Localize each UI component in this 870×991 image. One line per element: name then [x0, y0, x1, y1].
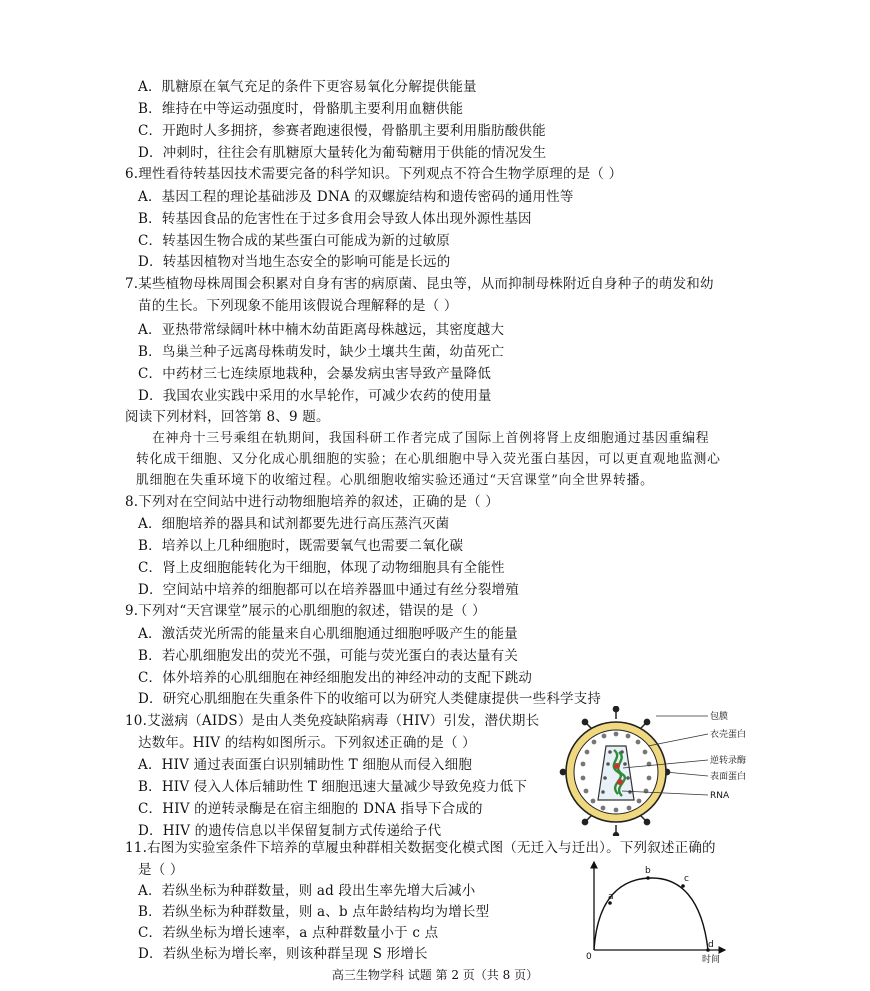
label-rna: RNA [710, 791, 730, 801]
label-b: b [645, 866, 651, 876]
q5-option-a: A．肌糖原在氧气充足的条件下更容易氧化分解提供能量 [138, 79, 477, 95]
label-time: 时间 [702, 955, 721, 964]
q9-option-c: C．体外培养的心肌细胞在神经细胞发出的神经冲动的支配下跳动 [138, 670, 533, 686]
q10-stem-line1: 10.艾滋病（AIDS）是由人类免疫缺陷病毒（HIV）引发，潜伏期长 [125, 713, 540, 729]
page-footer: 高三生物学科 试题 第 2 页（共 8 页） [331, 968, 539, 982]
q10-option-a: A．HIV 通过表面蛋白识别辅助性 T 细胞从而侵入细胞 [138, 757, 473, 773]
hiv-structure-figure [548, 706, 768, 836]
q10-option-b: B．HIV 侵入人体后辅助性 T 细胞迅速大量减少导致免疫力低下 [138, 779, 528, 795]
q11-option-a: A．若纵坐标为种群数量，则 ad 段出生率先增大后减小 [138, 883, 476, 899]
material-line2: 转化成干细胞、又分化成心肌细胞的实验；在心肌细胞中导入荧光蛋白基因，可以更直观地监测心 [136, 452, 721, 467]
q11-option-c: C．若纵坐标为增长速率，a 点种群数量小于 c 点 [138, 925, 439, 941]
q11-option-b: B．若纵坐标为种群数量，则 a、b 点年龄结构均为增长型 [138, 904, 490, 920]
q7-option-a: A．亚热带常绿阔叶林中楠木幼苗距离母株越远，其密度越大 [138, 322, 505, 338]
q8-option-b: B．培养以上几种细胞时，既需要氧气也需要二氧化碳 [138, 538, 464, 554]
q11-stem-line2: 是（ ） [138, 862, 184, 878]
hiv-reverse-transcriptase [614, 763, 620, 769]
q11-stem-line1: 11.右图为实验室条件下培养的草履虫种群相关数据变化模式图（无迁入与迁出）。下列叙述正确的 [125, 840, 716, 856]
q6-option-c: C．转基因生物合成的某些蛋白可能成为新的过敏原 [138, 233, 450, 249]
q7-option-c: C．中药材三七连续原地栽种，会暴发病虫害导致产量降低 [138, 366, 492, 382]
label-d: d [708, 940, 714, 950]
graph-curve [594, 878, 708, 950]
q7-stem-line1: 7.某些植物母株周围会积累对自身有害的病原菌、昆虫等，从而抑制母株附近自身种子的萌发和幼 [125, 276, 714, 292]
point-c [681, 884, 685, 888]
q9-option-b: B．若心肌细胞发出的荧光不强，可能与荧光蛋白的表达量有关 [138, 648, 519, 664]
q7-option-b: B．鸟巢兰种子远离母株萌发时，缺少土壤共生菌，幼苗死亡 [138, 344, 505, 360]
label-capsid-protein: 衣壳蛋白 [710, 730, 747, 740]
q9-stem: 9.下列对“天宫课堂”展示的心肌细胞的叙述，错误的是（ ） [125, 603, 486, 619]
point-b [646, 876, 650, 880]
q11-option-d: D．若纵坐标为增长率，则该种群呈现 S 形增长 [138, 946, 428, 962]
q6-option-a: A．基因工程的理论基础涉及 DNA 的双螺旋结构和遗传密码的通用性等 [138, 189, 574, 205]
label-reverse-transcriptase: 逆转录酶 [710, 756, 747, 766]
label-a: a [608, 892, 614, 902]
q8-stem: 8.下列对在空间站中进行动物细胞培养的叙述，正确的是（ ） [125, 494, 499, 510]
q7-option-d: D．我国农业实践中采用的水旱轮作，可减少农药的使用量 [138, 388, 492, 404]
q8-option-c: C．肾上皮细胞能转化为干细胞，体现了动物细胞具有全能性 [138, 560, 505, 576]
q10-option-c: C．HIV 的逆转录酶是在宿主细胞的 DNA 指导下合成的 [138, 801, 483, 817]
label-c: c [684, 874, 689, 884]
q5-option-b: B．维持在中等运动强度时，骨骼肌主要利用血糖供能 [138, 101, 464, 117]
q5-option-c: C．开跑时人多拥挤，参赛者跑速很慢，骨骼肌主要利用脂肪酸供能 [138, 123, 546, 139]
q10-stem-line2: 达数年。HIV 的结构如图所示。下列叙述正确的是（ ） [138, 735, 476, 751]
q6-option-b: B．转基因食品的危害性在于过多食用会导致人体出现外源性基因 [138, 211, 532, 227]
q9-option-d: D．研究心肌细胞在失重条件下的收缩可以为研究人类健康提供一些科学支持 [138, 691, 602, 707]
population-graph [580, 858, 740, 964]
q9-option-a: A．激活荧光所需的能量来自心肌细胞通过细胞呼吸产生的能量 [138, 626, 518, 642]
label-surface-protein: 表面蛋白 [710, 772, 747, 782]
q8-option-d: D．空间站中培养的细胞都可以在培养器皿中通过有丝分裂增殖 [138, 582, 519, 598]
q10-option-d: D．HIV 的遗传信息以半保留复制方式传递给子代 [138, 823, 442, 839]
label-origin: 0 [586, 952, 592, 962]
material-line3: 肌细胞在失重环境下的收缩过程。心肌细胞收缩实验还通过“天宫课堂”向全世界转播。 [136, 473, 654, 488]
q8-option-a: A．细胞培养的器具和试剂都要先进行高压蒸汽灭菌 [138, 516, 450, 532]
q6-option-d: D．转基因植物对当地生态安全的影响可能是长远的 [138, 254, 451, 270]
q6-stem: 6.理性看待转基因技术需要完备的科学知识。下列观点不符合生物学原理的是（ ） [125, 166, 623, 182]
label-envelope: 包膜 [710, 712, 729, 722]
q7-stem-line2: 苗的生长。下列现象不能用该假说合理解释的是（ ） [138, 298, 458, 314]
reading-intro: 阅读下列材料，回答第 8、9 题。 [125, 409, 330, 425]
material-line1: 在神舟十三号乘组在轨期间，我国科研工作者完成了国际上首例将肾上皮细胞通过基因重编程 [152, 431, 710, 446]
q5-option-d: D．冲刺时，往往会有肌糖原大量转化为葡萄糖用于供能的情况发生 [138, 145, 547, 161]
